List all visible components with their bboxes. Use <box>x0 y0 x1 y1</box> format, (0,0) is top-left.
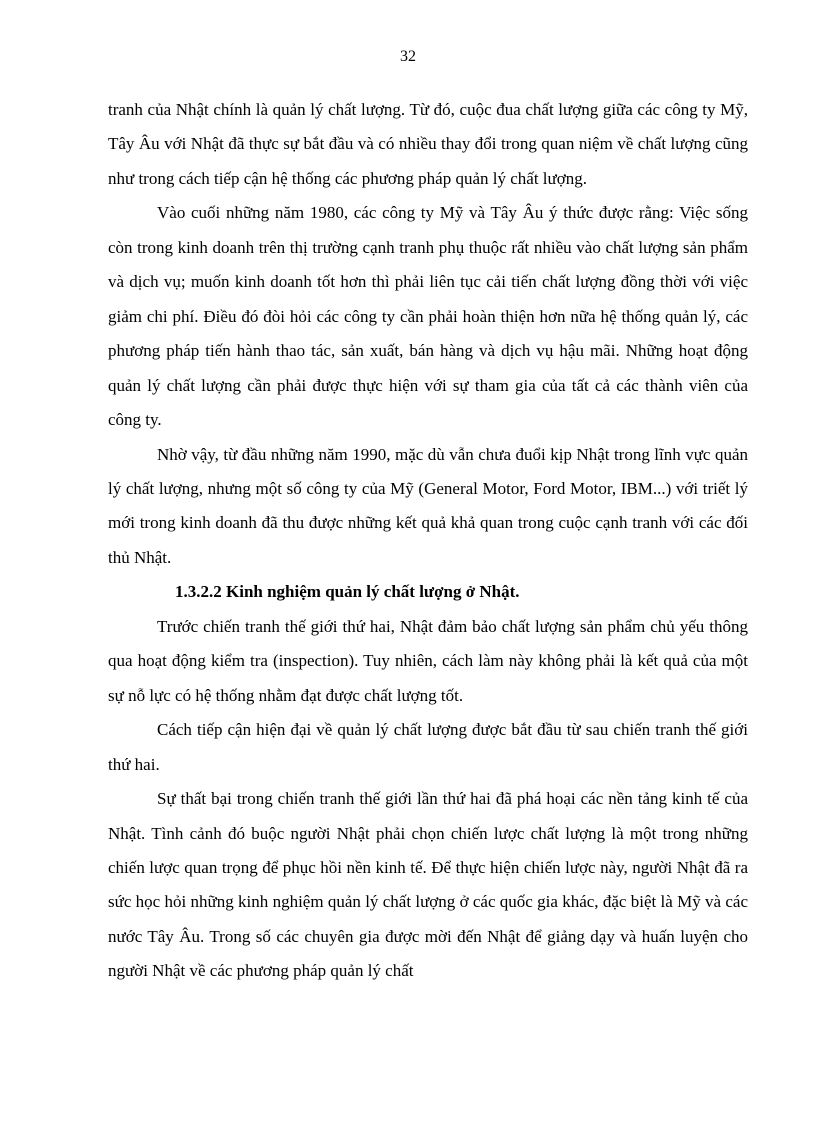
section-heading: 1.3.2.2 Kinh nghiệm quản lý chất lượng ở Nhật. <box>175 582 520 602</box>
paragraph-6: Sự thất bại trong chiến tranh thế giới lần thứ hai đã phá hoại các nền tảng kinh tế của Nhật. Tình cảnh đó buộc người Nhật phải chọn chiến lược chất lượng là một trong những chiến lược quan trọng để phục hồi nền kinh tế. Để thực hiện chiến lược này, người Nhật đã ra sức học hỏi những kinh nghiệm quản lý chất lượng ở các quốc gia khác, đặc biệt là Mỹ và các nước Tây Âu. Trong số các chuyên gia được mời đến Nhật để giảng dạy và huấn luyện cho người Nhật về các phương pháp quản lý chất <box>108 789 748 981</box>
paragraph-1: tranh của Nhật chính là quản lý chất lượng. Từ đó, cuộc đua chất lượng giữa các công ty Mỹ, Tây Âu với Nhật đã thực sự bắt đầu và có nhiều thay đổi trong quan niệm về chất lượng cũng như trong cách tiếp cận hệ thống các phương pháp quản lý chất lượng. <box>108 100 748 188</box>
paragraph-2: Vào cuối những năm 1980, các công ty Mỹ và Tây Âu ý thức được rằng: Việc sống còn trong kinh doanh trên thị trường cạnh tranh phụ thuộc rất nhiều vào chất lượng sản phẩm và dịch vụ; muốn kinh doanh tốt hơn thì phải liên tục cải tiến chất lượng đồng thời với việc giảm chi phí. Điều đó đòi hỏi các công ty cần phải hoàn thiện hơn nữa hệ thống quản lý, các phương pháp tiến hành thao tác, sản xuất, bán hàng và dịch vụ hậu mãi. Những hoạt động quản lý chất lượng cần phải được thực hiện với sự tham gia của tất cả các thành viên của công ty. <box>108 203 748 430</box>
page-number: 32 <box>400 48 416 65</box>
paragraph-3: Nhờ vậy, từ đầu những năm 1990, mặc dù vẫn chưa đuổi kịp Nhật trong lĩnh vực quản lý chất lượng, nhưng một số công ty của Mỹ (General Motor, Ford Motor, IBM...) với triết lý mới trong kinh doanh đã thu được những kết quả khả quan trong cuộc cạnh tranh với các đối thủ Nhật. <box>108 444 748 567</box>
paragraph-5: Cách tiếp cận hiện đại về quản lý chất lượng được bắt đầu từ sau chiến tranh thế giới thứ hai. <box>108 720 748 774</box>
body-text <box>108 93 748 989</box>
paragraph-4: Trước chiến tranh thế giới thứ hai, Nhật đảm bảo chất lượng sản phẩm chủ yếu thông qua hoạt động kiểm tra (inspection). Tuy nhiên, cách làm này không phải là kết quả của một sự nỗ lực có hệ thống nhằm đạt được chất lượng tốt. <box>108 616 748 705</box>
